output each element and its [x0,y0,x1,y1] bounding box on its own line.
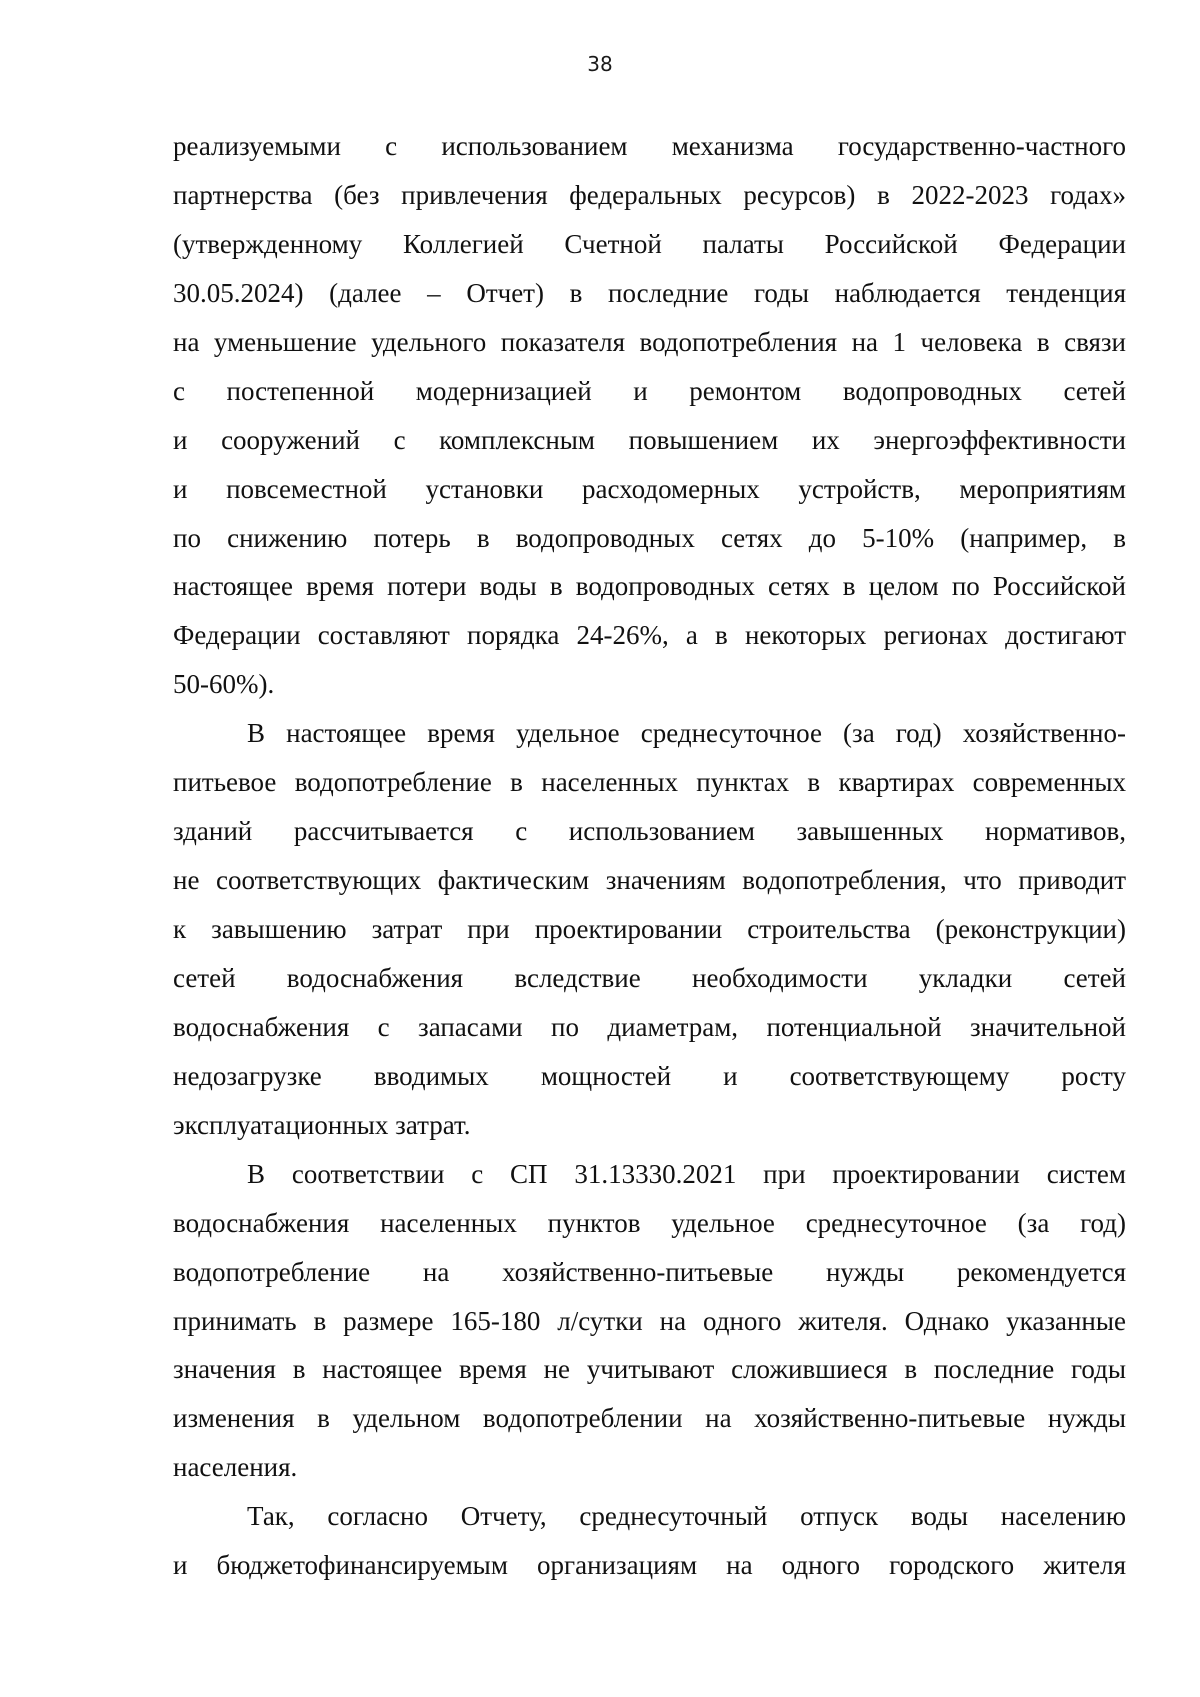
text-line: с постепенной модернизацией и ремонтом водопроводных сетей [173,375,1126,406]
document-body [173,122,1126,1590]
text-line: питьевое водопотребление в населенных пунктах в квартирах современных [173,767,1126,798]
text-line: населения. [173,1452,298,1483]
text-line: водоснабжения населенных пунктов удельное среднесуточное (за год) [173,1207,1126,1238]
text-line: и повсеместной установки расходомерных устройств, мероприятиям [173,473,1126,504]
text-line: Федерации составляют порядка 24-26%, а в некоторых регионах достигают [173,620,1126,651]
text-line: В настоящее время удельное среднесуточное (за год) хозяйственно- [247,718,1126,749]
text-line: реализуемыми с использованием механизма государственно-частного [173,131,1126,161]
text-line: по снижению потерь в водопроводных сетях до 5-10% (например, в [173,522,1126,553]
text-line: настоящее время потери воды в водопроводных сетях в целом по Российской [173,571,1126,602]
text-line: принимать в размере 165-180 л/сутки на одного жителя. Однако указанные [173,1305,1126,1336]
text-line: недозагрузке вводимых мощностей и соответствующему росту [173,1060,1126,1091]
text-line: Так, согласно Отчету, среднесуточный отпуск воды населению [247,1501,1126,1532]
text-line: 50-60%). [173,669,275,700]
text-line: сетей водоснабжения вследствие необходимости укладки сетей [173,962,1126,993]
paragraph [173,122,1126,709]
page-number: 38 [587,52,613,76]
text-line: значения в настоящее время не учитывают сложившиеся в последние годы [173,1354,1126,1385]
text-line: не соответствующих фактическим значениям водопотребления, что приводит [173,865,1126,896]
text-line: изменения в удельном водопотреблении на хозяйственно-питьевые нужды [173,1403,1126,1434]
text-line: водоснабжения с запасами по диаметрам, потенциальной значительной [173,1011,1126,1042]
text-line: на уменьшение удельного показателя водопотребления на 1 человека в связи [173,326,1126,357]
text-line: эксплуатационных затрат. [173,1109,471,1140]
text-line: В соответствии с СП 31.13330.2021 при проектировании систем [247,1158,1126,1189]
text-line: и сооружений с комплексным повышением их энергоэффективности [173,424,1126,455]
text-line: зданий рассчитывается с использованием завышенных нормативов, [173,816,1126,847]
paragraph [173,1150,1126,1493]
text-line: и бюджетофинансируемым организациям на одного городского жителя [173,1550,1126,1581]
text-line: партнерства (без привлечения федеральных ресурсов) в 2022-2023 годах» [173,179,1126,210]
text-line: (утвержденному Коллегией Счетной палаты Российской Федерации [173,228,1126,259]
text-line: 30.05.2024) (далее – Отчет) в последние годы наблюдается тенденция [173,277,1126,308]
text-line: к завышению затрат при проектировании строительства (реконструкции) [173,914,1126,944]
paragraph [173,709,1126,1149]
text-line: водопотребление на хозяйственно-питьевые нужды рекомендуется [173,1256,1126,1287]
paragraph [173,1492,1126,1590]
